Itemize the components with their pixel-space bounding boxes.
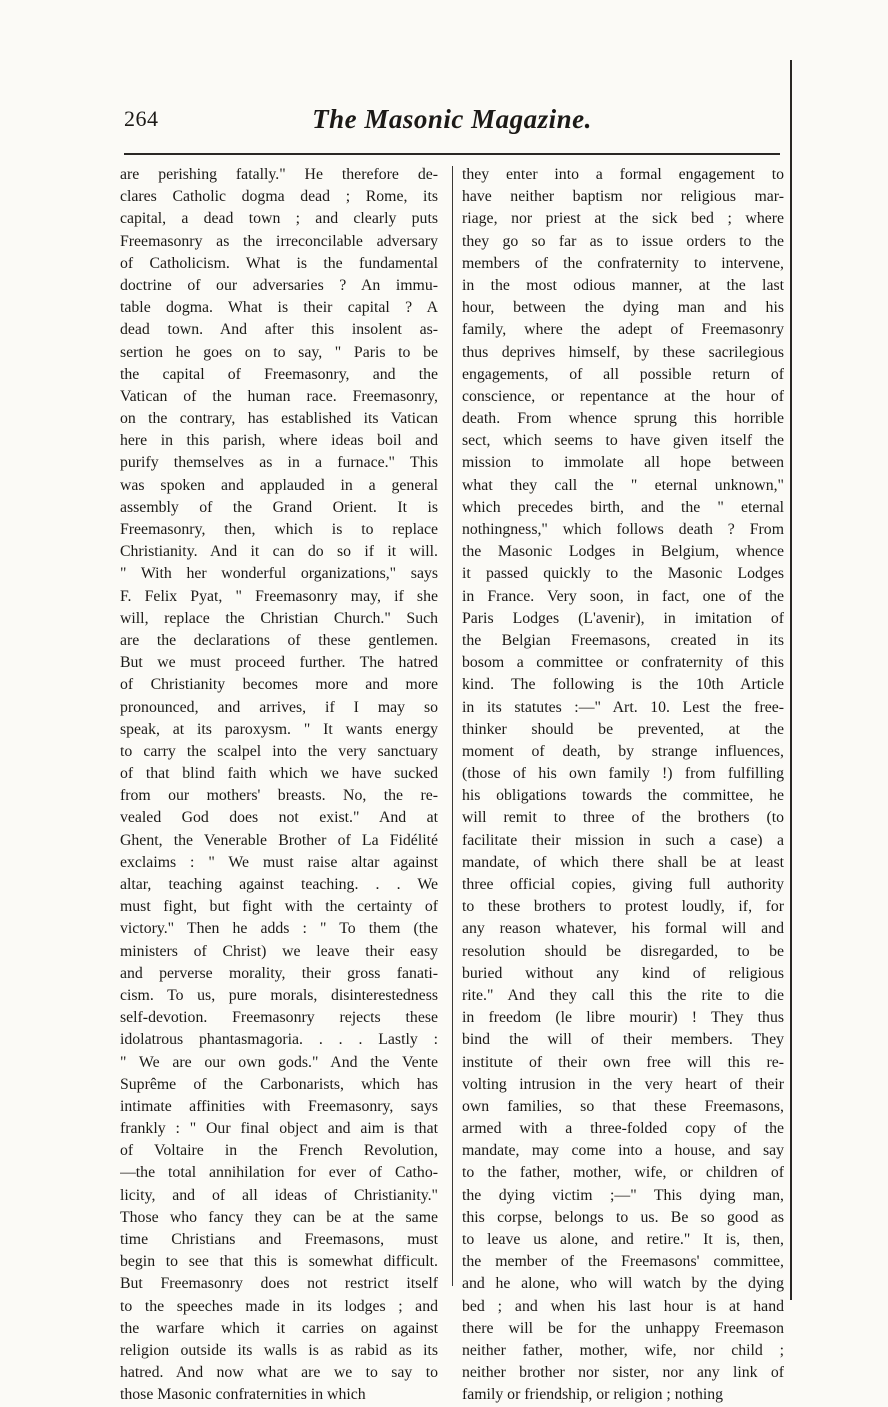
text-line: assembly of the Grand Orient. It is bbox=[120, 498, 438, 516]
text-line: of Voltaire in the French Revolution, bbox=[120, 1142, 438, 1160]
text-line: any reason whatever, his formal will and bbox=[462, 920, 784, 938]
text-line: there will be for the unhappy Freemason bbox=[462, 1319, 784, 1337]
text-line: have neither baptism nor religious mar- bbox=[462, 188, 784, 206]
text-line: sertion he goes on to say, " Paris to be bbox=[120, 343, 438, 361]
text-line: Ghent, the Venerable Brother of La Fidélité bbox=[120, 831, 438, 849]
text-line: moment of death, by strange influences, bbox=[462, 742, 784, 760]
text-line: those Masonic confraternities in which bbox=[120, 1386, 366, 1404]
text-line: clares Catholic dogma dead ; Rome, its bbox=[120, 188, 438, 206]
text-line: But we must proceed further. The hatred bbox=[120, 654, 438, 672]
header-rule bbox=[124, 153, 780, 155]
text-line: his obligations towards the committee, he bbox=[462, 787, 784, 805]
text-line: family, where the adept of Freemasonry bbox=[462, 321, 784, 339]
text-line: conscience, or repentance at the hour of bbox=[462, 387, 784, 405]
text-line: altar, teaching against teaching. . . We bbox=[120, 876, 438, 893]
text-line: rite." And they call this the rite to die bbox=[462, 986, 784, 1004]
text-line: victory." Then he adds : " To them (the bbox=[120, 920, 438, 938]
text-line: exclaims : " We must raise altar against bbox=[120, 853, 438, 871]
text-line: are perishing fatally." He therefore de- bbox=[120, 166, 438, 183]
text-line: sect, which seems to have given itself the bbox=[462, 432, 784, 450]
text-line: three official copies, giving full authority bbox=[462, 876, 784, 893]
text-line: time Christians and Freemasons, must bbox=[120, 1231, 438, 1248]
text-line: to carry the scalpel into the very sanctuary bbox=[120, 742, 438, 760]
text-line: nothingness," which follows death ? From bbox=[462, 521, 784, 538]
text-line: frankly : " Our final object and aim is that bbox=[120, 1120, 438, 1138]
text-line: the member of the Freemasons' committee, bbox=[462, 1253, 784, 1271]
text-line: which precedes birth, and the " eternal bbox=[462, 498, 784, 516]
text-line: self-devotion. Freemasonry rejects these bbox=[120, 1009, 438, 1027]
text-line: pronounced, and arrives, if I may so bbox=[120, 698, 438, 716]
text-line: to leave us alone, and retire." It is, then, bbox=[462, 1231, 784, 1248]
text-line: will, replace the Christian Church." Such bbox=[120, 609, 438, 627]
text-line: volting intrusion in the very heart of their bbox=[462, 1075, 784, 1093]
text-line: Paris Lodges (L'avenir), in imitation of bbox=[462, 609, 784, 627]
text-line: hatred. And now what are we to say to bbox=[120, 1364, 438, 1382]
text-line: they enter into a formal engagement to bbox=[462, 166, 784, 183]
text-line: armed with a three-folded copy of the bbox=[462, 1120, 784, 1138]
text-line: and he alone, who will watch by the dying bbox=[462, 1275, 784, 1293]
text-line: neither father, mother, wife, nor child ; bbox=[462, 1341, 784, 1359]
text-line: bind the will of their members. They bbox=[462, 1031, 784, 1049]
text-line: this corpse, belongs to us. Be so good as bbox=[462, 1208, 784, 1226]
page-header bbox=[124, 104, 780, 144]
text-line: cism. To us, pure morals, disinterestedness bbox=[120, 986, 438, 1004]
text-column-right bbox=[462, 164, 784, 1407]
text-line: must fight, but fight with the certainty of bbox=[120, 898, 438, 916]
text-line: institute of their own free will this re- bbox=[462, 1053, 784, 1071]
text-line: in the most odious manner, at the last bbox=[462, 276, 784, 294]
text-line: resolution should be disregarded, to be bbox=[462, 942, 784, 960]
column-divider bbox=[452, 166, 453, 1286]
text-line: from our mothers' breasts. No, the re- bbox=[120, 787, 438, 805]
text-line: riage, nor priest at the sick bed ; where bbox=[462, 210, 784, 228]
text-line: thinker should be prevented, at the bbox=[462, 720, 784, 738]
text-line: to these brothers to protest loudly, if, for bbox=[462, 898, 784, 916]
text-line: Those who fancy they can be at the same bbox=[120, 1208, 438, 1226]
text-line: the dying victim ;—" This dying man, bbox=[462, 1186, 784, 1204]
text-line: of Christianity becomes more and more bbox=[120, 676, 438, 694]
text-line: on the contrary, has established its Vatican bbox=[120, 410, 438, 428]
running-title: The Masonic Magazine. bbox=[312, 104, 592, 134]
text-line: (those of his own family !) from fulfilling bbox=[462, 765, 784, 783]
text-line: table dogma. What is their capital ? A bbox=[120, 299, 438, 317]
text-line: it passed quickly to the Masonic Lodges bbox=[462, 565, 784, 583]
text-line: death. From whence sprung this horrible bbox=[462, 410, 784, 428]
text-line: speak, at its paroxysm. " It wants energy bbox=[120, 720, 438, 738]
text-line: and perverse morality, their gross fanati- bbox=[120, 964, 438, 982]
text-line: bed ; and when his last hour is at hand bbox=[462, 1297, 784, 1315]
text-line: buried without any kind of religious bbox=[462, 964, 784, 982]
text-line: Freemasonry, then, which is to replace bbox=[120, 521, 438, 538]
text-line: doctrine of our adversaries ? An immu- bbox=[120, 276, 438, 294]
text-line: Freemasonry as the irreconcilable adversary bbox=[120, 232, 438, 250]
text-line: to the speeches made in its lodges ; and bbox=[120, 1297, 438, 1315]
text-line: was spoken and applauded in a general bbox=[120, 476, 438, 494]
text-line: family or friendship, or religion ; nothing bbox=[462, 1386, 724, 1404]
text-line: But Freemasonry does not restrict itself bbox=[120, 1275, 438, 1293]
text-line: begin to see that this is somewhat difficult. bbox=[120, 1253, 438, 1271]
text-line: of that blind faith which we have sucked bbox=[120, 765, 438, 783]
text-line: to the father, mother, wife, or children of bbox=[462, 1164, 784, 1182]
text-line: ministers of Christ) we leave their easy bbox=[120, 942, 438, 960]
text-line: capital, a dead town ; and clearly puts bbox=[120, 210, 438, 228]
text-line: mission to immolate all hope between bbox=[462, 454, 784, 472]
text-line: licity, and of all ideas of Christianity." bbox=[120, 1186, 438, 1204]
text-column-left bbox=[120, 164, 438, 1407]
text-line: idolatrous phantasmagoria. . . . Lastly : bbox=[120, 1031, 438, 1049]
text-line: vealed God does not exist." And at bbox=[120, 809, 438, 827]
text-line: thus deprives himself, by these sacrilegious bbox=[462, 343, 784, 361]
text-line: the warfare which it carries on against bbox=[120, 1319, 438, 1337]
text-line: the capital of Freemasonry, and the bbox=[120, 365, 438, 383]
text-line: Vatican of the human race. Freemasonry, bbox=[120, 387, 438, 405]
text-line: of Catholicism. What is the fundamental bbox=[120, 254, 438, 272]
text-line: mandate, may come into a house, and say bbox=[462, 1142, 784, 1160]
text-line: in France. Very soon, in fact, one of the bbox=[462, 587, 784, 605]
text-line: facilitate their mission in such a case) a bbox=[462, 831, 784, 849]
page-edge-rule bbox=[790, 60, 792, 1300]
text-line: F. Felix Pyat, " Freemasonry may, if she bbox=[120, 587, 438, 605]
text-line: religion outside its walls is as rabid as its bbox=[120, 1341, 438, 1359]
text-line: purify themselves as in a furnace." This bbox=[120, 454, 438, 472]
text-line: the Masonic Lodges in Belgium, whence bbox=[462, 543, 784, 561]
text-line: own families, so that these Freemasons, bbox=[462, 1097, 784, 1115]
text-line: kind. The following is the 10th Article bbox=[462, 676, 784, 694]
text-line: Christianity. And it can do so if it will. bbox=[120, 543, 438, 561]
text-line: bosom a committee or confraternity of this bbox=[462, 654, 784, 672]
text-line: they go so far as to issue orders to the bbox=[462, 232, 784, 250]
text-line: mandate, of which there shall be at least bbox=[462, 853, 784, 871]
text-line: engagements, of all possible return of bbox=[462, 365, 784, 383]
text-line: the Belgian Freemasons, created in its bbox=[462, 631, 784, 649]
text-line: are the declarations of these gentlemen. bbox=[120, 631, 438, 649]
text-line: intimate affinities with Freemasonry, says bbox=[120, 1097, 438, 1115]
text-line: in freedom (le libre mourir) ! They thus bbox=[462, 1009, 784, 1027]
text-line: in its statutes :—" Art. 10. Lest the free- bbox=[462, 698, 784, 716]
text-line: what they call the " eternal unknown," bbox=[462, 476, 784, 494]
text-line: here in this parish, where ideas boil and bbox=[120, 432, 438, 450]
text-line: neither brother nor sister, nor any link of bbox=[462, 1364, 784, 1382]
text-line: —the total annihilation for ever of Catho- bbox=[120, 1164, 438, 1182]
page-number: 264 bbox=[124, 106, 159, 131]
text-line: hour, between the dying man and his bbox=[462, 299, 784, 317]
text-line: " We are our own gods." And the Vente bbox=[120, 1053, 438, 1071]
text-line: " With her wonderful organizations," says bbox=[120, 565, 438, 583]
text-line: will remit to three of the brothers (to bbox=[462, 809, 784, 827]
text-line: dead town. And after this insolent as- bbox=[120, 321, 438, 339]
text-line: Suprême of the Carbonarists, which has bbox=[120, 1075, 438, 1093]
text-line: members of the confraternity to intervene, bbox=[462, 254, 784, 272]
